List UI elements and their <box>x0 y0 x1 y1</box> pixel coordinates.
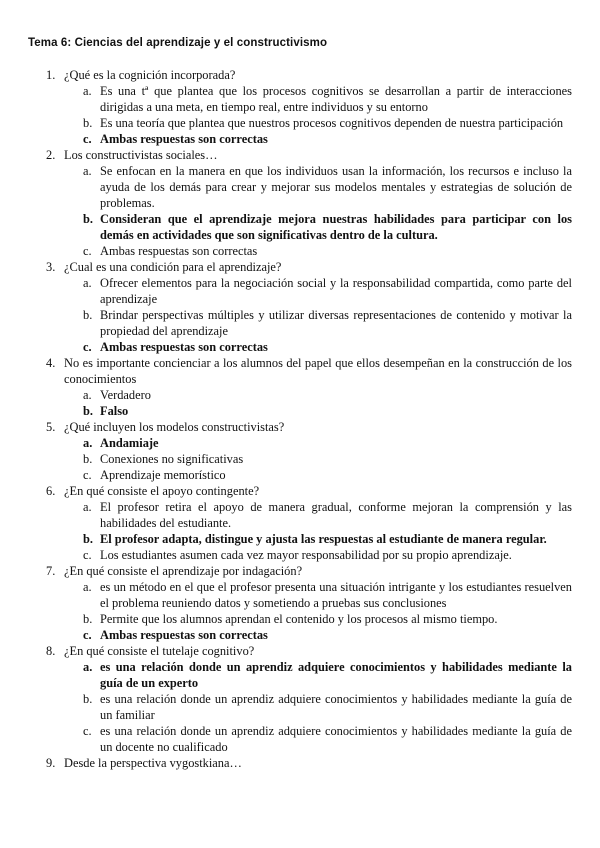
option-text: Andamiaje <box>100 436 159 450</box>
option-text: Aprendizaje memorístico <box>100 468 226 482</box>
question-8 <box>0 643 572 659</box>
option-text: Ambas respuestas son correctas <box>100 244 258 258</box>
option-text: Ambas respuestas son correctas <box>100 340 268 354</box>
answer-option <box>0 115 572 131</box>
answer-option <box>0 467 572 483</box>
option-letter: a. <box>83 388 92 402</box>
option-letter: b. <box>83 308 93 322</box>
option-text: Verdadero <box>100 388 151 402</box>
option-text: Consideran que el aprendizaje mejora nuestras habilidades para participar con los demás en actividades que son significativas dentro de la cultura. <box>100 212 572 242</box>
option-letter: b. <box>83 212 93 226</box>
answer-option <box>0 499 572 531</box>
answer-option <box>0 243 572 259</box>
question-6 <box>0 483 572 499</box>
option-text: Ambas respuestas son correctas <box>100 628 268 642</box>
answer-option <box>0 387 572 403</box>
option-letter: c. <box>83 724 92 738</box>
question-4 <box>0 355 572 387</box>
answer-option-correct <box>0 339 572 355</box>
answer-option-correct <box>0 531 572 547</box>
option-letter: b. <box>83 116 93 130</box>
option-text: es una relación donde un aprendiz adquiere conocimientos y habilidades mediante la guía de un experto <box>100 660 572 690</box>
option-letter: c. <box>83 468 92 482</box>
answer-option <box>0 611 572 627</box>
question-number: 5. <box>46 420 56 434</box>
answer-option <box>0 451 572 467</box>
option-text: Ofrecer elementos para la negociación social y la responsabilidad compartida, como parte del aprendizaje <box>100 276 572 306</box>
question-list <box>0 67 600 771</box>
question-number: 3. <box>46 260 56 274</box>
option-text: El profesor adapta, distingue y ajusta las respuestas al estudiante de manera regular. <box>100 532 547 546</box>
option-letter: c. <box>83 628 92 642</box>
option-letter: a. <box>83 660 93 674</box>
option-text: Ambas respuestas son correctas <box>100 132 268 146</box>
question-9 <box>0 755 572 771</box>
answer-option-correct <box>0 403 572 419</box>
answer-option <box>0 579 572 611</box>
question-number: 4. <box>46 356 56 370</box>
option-letter: c. <box>83 132 92 146</box>
answer-option-correct <box>0 435 572 451</box>
option-letter: a. <box>83 500 92 514</box>
question-7 <box>0 563 572 579</box>
option-letter: c. <box>83 244 92 258</box>
option-letter: a. <box>83 84 92 98</box>
question-number: 6. <box>46 484 56 498</box>
option-text: es una relación donde un aprendiz adquiere conocimientos y habilidades mediante la guía de un docente no cualificado <box>100 724 572 754</box>
option-text: Permite que los alumnos aprendan el contenido y los procesos al mismo tiempo. <box>100 612 498 626</box>
question-5 <box>0 419 572 435</box>
option-letter: a. <box>83 580 92 594</box>
question-text: ¿En qué consiste el aprendizaje por indagación? <box>64 564 303 578</box>
question-1 <box>0 67 572 83</box>
option-text: es un método en el que el profesor presenta una situación intrigante y los estudiantes resuelven el problema reuniendo datos y sometiendo a pruebas sus conclusiones <box>100 580 572 610</box>
question-number: 9. <box>46 756 56 770</box>
option-text: Brindar perspectivas múltiples y utilizar diversas representaciones de contenido y motivar la propiedad del aprendizaje <box>100 308 572 338</box>
option-text: Es una teoría que plantea que nuestros procesos cognitivos dependen de nuestra participación <box>100 116 564 130</box>
question-number: 1. <box>46 68 56 82</box>
answer-option <box>0 723 572 755</box>
question-text: Los constructivistas sociales… <box>64 148 218 162</box>
option-letter: c. <box>83 340 92 354</box>
answer-option-correct <box>0 659 572 691</box>
answer-option-correct <box>0 627 572 643</box>
question-text: ¿Cual es una condición para el aprendizaje? <box>64 260 282 274</box>
question-3 <box>0 259 572 275</box>
option-text: Falso <box>100 404 129 418</box>
question-number: 8. <box>46 644 56 658</box>
answer-option <box>0 307 572 339</box>
question-number: 2. <box>46 148 56 162</box>
question-text: ¿En qué consiste el apoyo contingente? <box>64 484 260 498</box>
option-text: Los estudiantes asumen cada vez mayor responsabilidad por su propio aprendizaje. <box>100 548 512 562</box>
option-letter: b. <box>83 612 93 626</box>
question-2 <box>0 147 572 163</box>
answer-option-correct <box>0 211 572 243</box>
option-text: Es una tª que plantea que los procesos cognitivos se desarrollan a partir de interacciones dirigidas a una meta, en tiempo real, entre individuos y su entorno <box>100 84 572 114</box>
option-text: El profesor retira el apoyo de manera gradual, conforme mejoran la comprensión y las habilidades del estudiante. <box>100 500 572 530</box>
option-letter: a. <box>83 436 93 450</box>
answer-option-correct <box>0 131 572 147</box>
answer-option <box>0 547 572 563</box>
option-letter: a. <box>83 164 92 178</box>
option-text: Conexiones no significativas <box>100 452 244 466</box>
option-letter: b. <box>83 452 93 466</box>
option-letter: b. <box>83 692 93 706</box>
answer-option <box>0 691 572 723</box>
option-letter: a. <box>83 276 92 290</box>
option-letter: b. <box>83 532 93 546</box>
question-text: ¿Qué es la cognición incorporada? <box>64 68 236 82</box>
option-letter: c. <box>83 548 92 562</box>
option-letter: b. <box>83 404 93 418</box>
option-text: Se enfocan en la manera en que los individuos usan la información, los recursos e incluso la ayuda de los demás para crear y mejorar sus modelos mentales y estrategias de solución de problemas. <box>100 164 572 210</box>
answer-option <box>0 83 572 115</box>
question-text: Desde la perspectiva vygostkiana… <box>64 756 242 770</box>
question-number: 7. <box>46 564 56 578</box>
answer-option <box>0 275 572 307</box>
option-text: es una relación donde un aprendiz adquiere conocimientos y habilidades mediante la guía de un familiar <box>100 692 572 722</box>
question-text: No es importante concienciar a los alumnos del papel que ellos desempeñan en la construcción de los conocimientos <box>64 356 572 386</box>
question-text: ¿Qué incluyen los modelos constructivistas? <box>64 420 285 434</box>
document-title: Tema 6: Ciencias del aprendizaje y el constructivismo <box>28 37 328 49</box>
answer-option <box>0 163 572 211</box>
question-text: ¿En qué consiste el tutelaje cognitivo? <box>64 644 255 658</box>
